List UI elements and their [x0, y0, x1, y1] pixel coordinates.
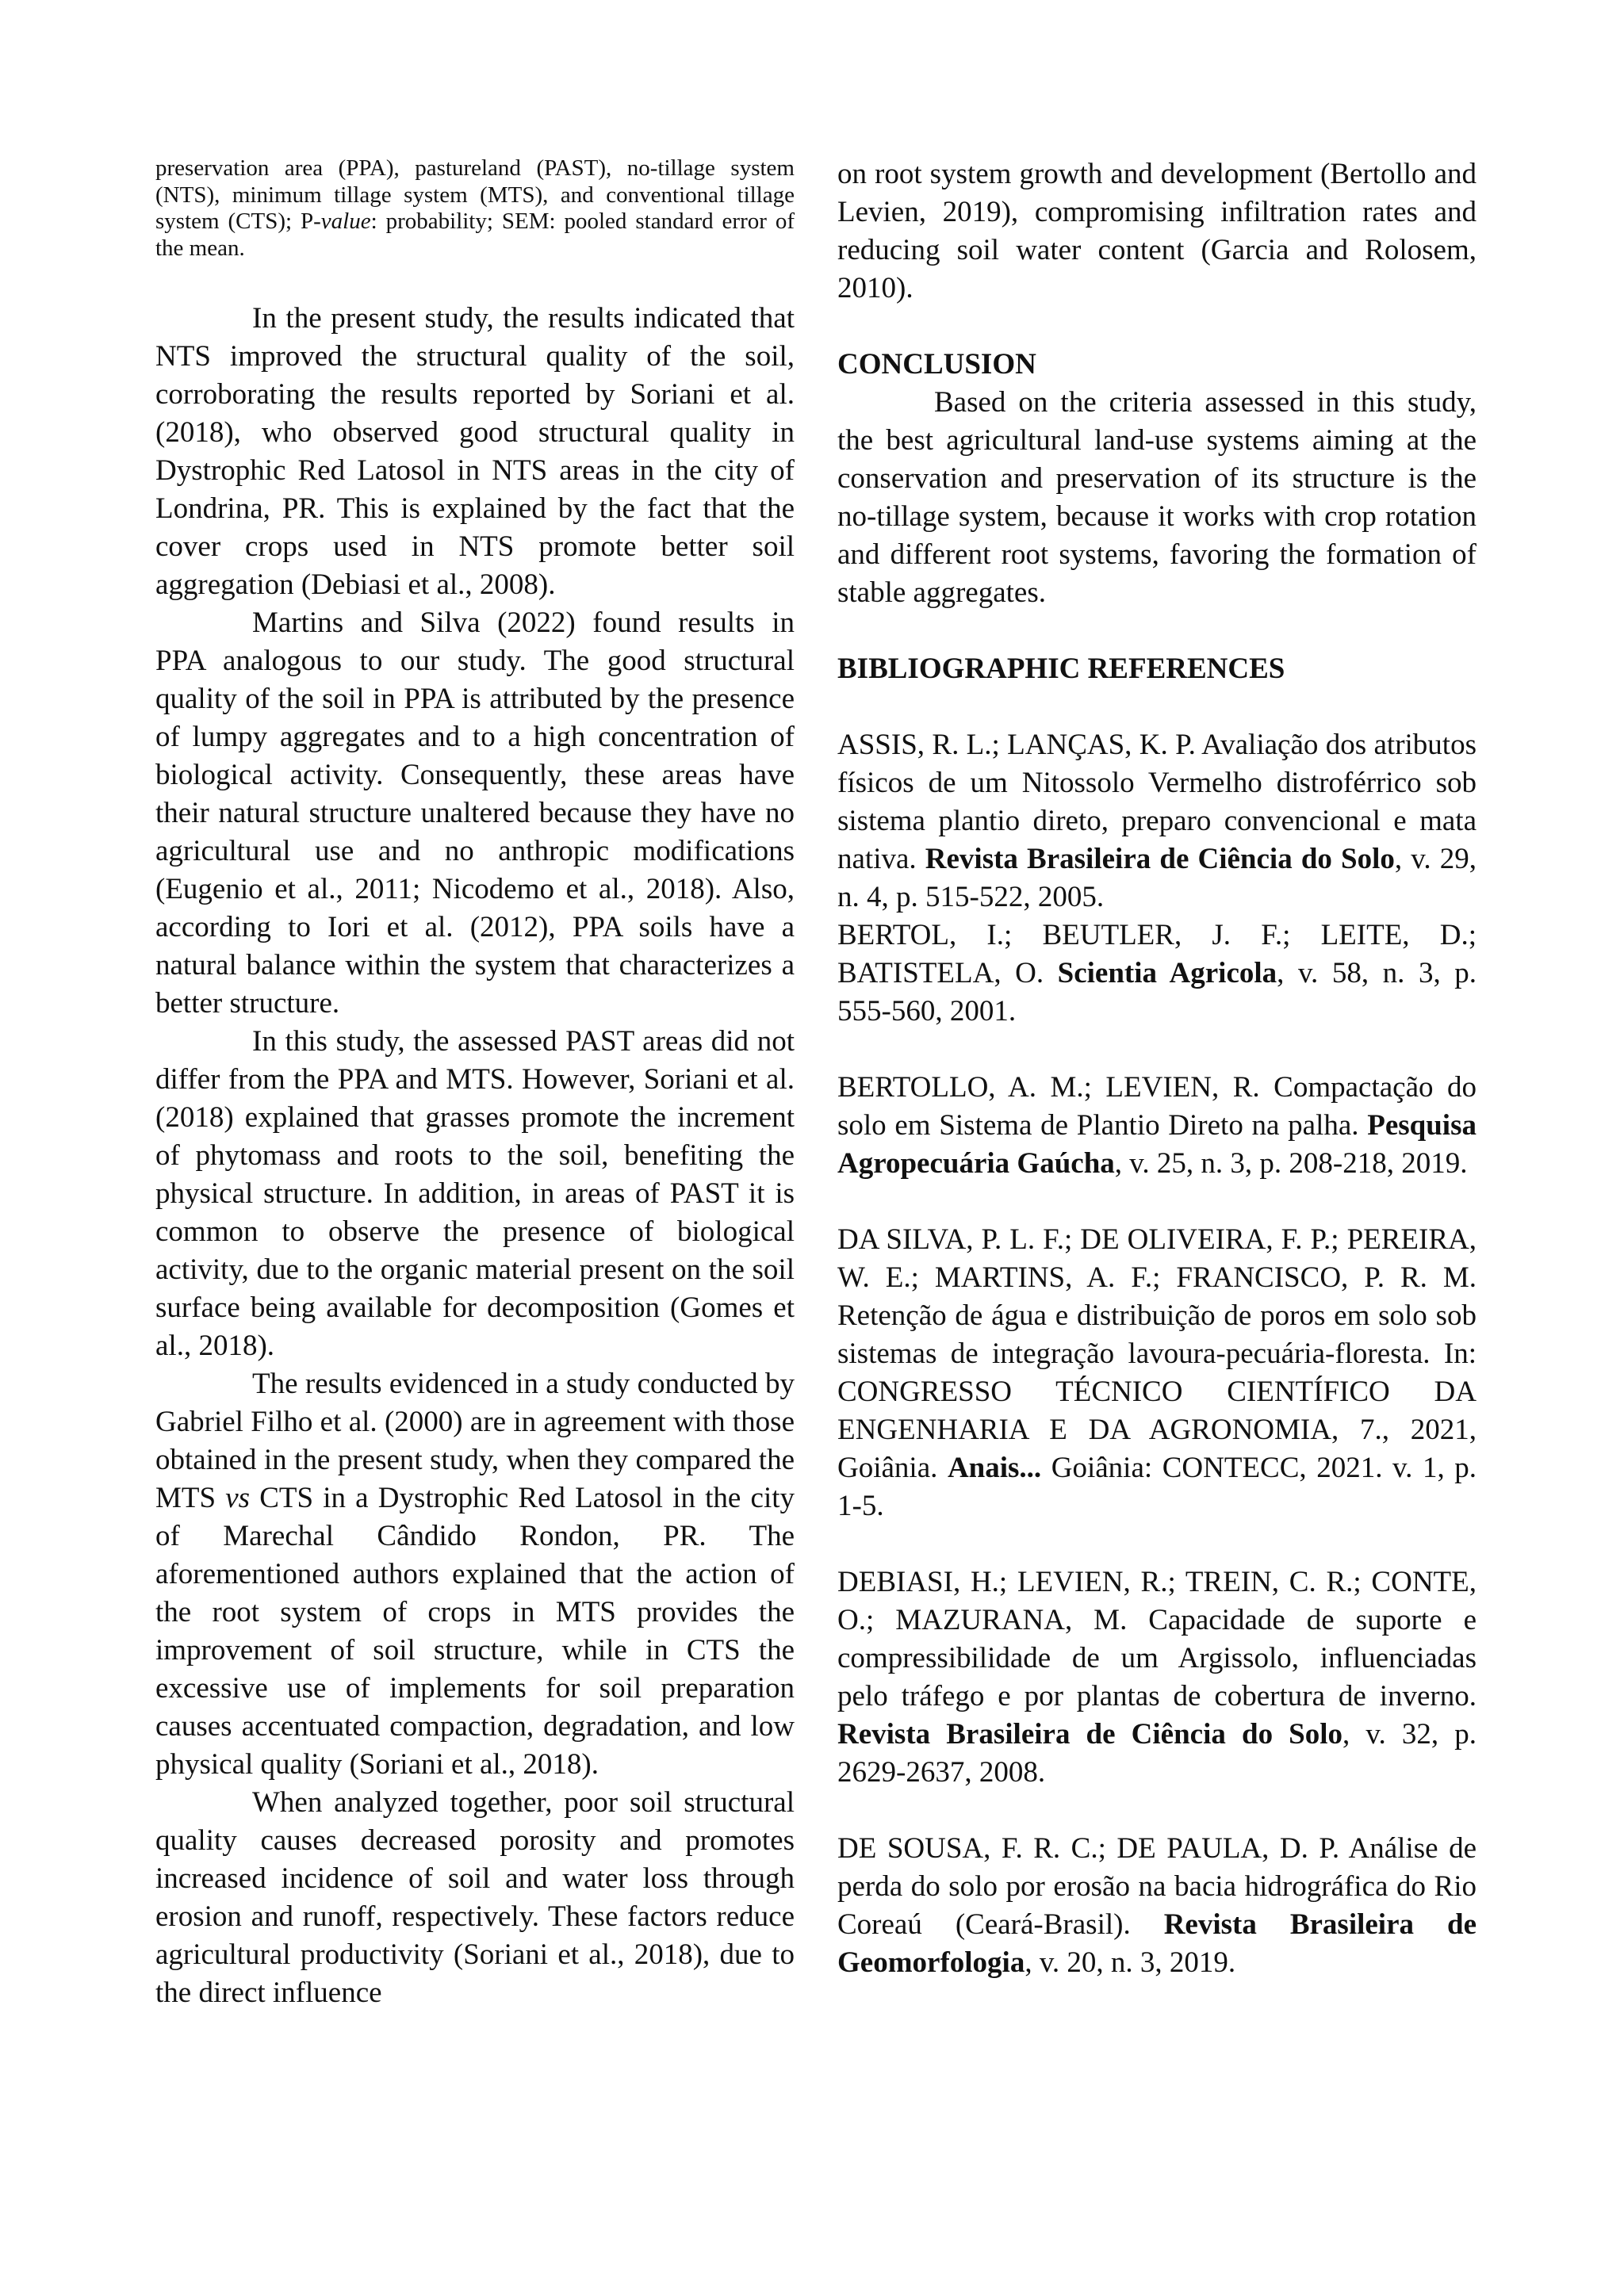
paragraph-mts-cts-text-2: CTS in a Dystrophic Red Latosol in the city of Marechal Cândido Rondon, PR. The aforementioned authors explained that the action of the root system of crops in MTS provides the improvement of soil structure, while in CTS the excessive use of implements for soil preparation causes accentuated compaction, degradation, and low physical quality (Soriani et al., 2018). — [155, 1482, 795, 1781]
reference-item: DA SILVA, P. L. F.; DE OLIVEIRA, F. P.; PEREIRA, W. E.; MARTINS, A. F.; FRANCISCO, P. R. M. Retenção de água e distribuição de poros em solo sob sistemas de integração lavoura-pecuária-floresta. In: CONGRESSO TÉCNICO CIENTÍFICO DA ENGENHARIA E DA AGRONOMIA, 7., 2021, Goiânia. Anais... Goiânia: CONTECC, 2021. v. 1, p. 1-5. — [837, 1223, 1477, 1522]
spacer — [837, 1031, 1477, 1069]
spacer — [837, 612, 1477, 650]
reference-item: DEBIASI, H.; LEVIEN, R.; TREIN, C. R.; CONTE, O.; MAZURANA, M. Capacidade de suporte e compressibilidade de um Argissolo, influenciadas pelo tráfego e por plantas de cobertura de inverno. Revista Brasileira de Ciência do Solo, v. 32, p. 2629-2637, 2008. — [837, 1566, 1477, 1789]
spacer — [837, 1525, 1477, 1563]
left-column — [155, 155, 795, 2012]
paragraph-analysis: When analyzed together, poor soil structural quality causes decreased porosity and promotes increased incidence of soil and water loss through erosion and runoff, respectively. These factors reduce agricultural productivity (Soriani et al., 2018), due to the direct influence — [155, 1786, 795, 2009]
paragraph-ppa: Martins and Silva (2022) found results in PPA analogous to our study. The good structural quality of the soil in PPA is attributed by the presence of lumpy aggregates and to a high concentration of biological activity. Consequently, these areas have their natural structure unaltered because they have no agricultural use and no anthropic modifications (Eugenio et al., 2011; Nicodemo et al., 2018). Also, according to Iori et al. (2012), PPA soils have a natural balance within the system that characterizes a better structure. — [155, 607, 795, 1020]
conclusion-text: Based on the criteria assessed in this study, the best agricultural land-use systems aiming at the conservation and preservation of its structure is the no-tillage system, because it works with crop rotation and different root systems, favoring the formation of stable aggregates. — [837, 386, 1477, 609]
conclusion-heading: CONCLUSION — [837, 348, 1036, 381]
reference-item: BERTOL, I.; BEUTLER, J. F.; LEITE, D.; BATISTELA, O. Scientia Agricola, v. 58, n. 3, p. 555-560, 2001. — [837, 919, 1477, 1027]
references-heading: BIBLIOGRAPHIC REFERENCES — [837, 652, 1285, 685]
reference-item: ASSIS, R. L.; LANÇAS, K. P. Avaliação dos atributos físicos de um Nitossolo Vermelho distroférrico sob sistema plantio direto, preparo convencional e mata nativa. Revista Brasileira de Ciência do Solo, v. 29, n. 4, p. 515-522, 2005. — [837, 729, 1477, 913]
table-caption-continuation — [155, 155, 795, 262]
spacer — [837, 308, 1477, 346]
caption-italic: value — [320, 209, 371, 234]
right-column — [837, 155, 1477, 1982]
paragraph-mts-cts — [155, 1365, 795, 1784]
paragraph-nts: In the present study, the results indicated that NTS improved the structural quality of the soil, corroborating the results reported by Soriani et al. (2018), who observed good structural quality in Dystrophic Red Latosol in NTS areas in the city of Londrina, PR. This is explained by the fact that the cover crops used in NTS promote better soil aggregation (Debiasi et al., 2008). — [155, 302, 795, 601]
paragraph-mts-cts-text-1: The results evidenced in a study conducted by Gabriel Filho et al. (2000) are in agreement with those obtained in the present study, when they compared the MTS — [155, 1368, 795, 1514]
caption-text-2: : probability; SEM: pooled standard error of the mean. — [155, 209, 795, 261]
paragraph-continuation: on root system growth and development (Bertollo and Levien, 2019), compromising infiltration rates and reducing soil water content (Garcia and Rolosem, 2010). — [837, 158, 1477, 304]
spacer — [837, 1792, 1477, 1830]
reference-item: DE SOUSA, F. R. C.; DE PAULA, D. P. Análise de perda do solo por erosão na bacia hidrográfica do Rio Coreaú (Ceará-Brasil). Revista Brasileira de Geomorfologia, v. 20, n. 3, 2019. — [837, 1832, 1477, 1979]
paragraph-past: In this study, the assessed PAST areas did not differ from the PPA and MTS. However, Soriani et al. (2018) explained that grasses promote the increment of phytomass and roots to the soil, benefiting the physical structure. In addition, in areas of PAST it is common to observe the presence of biological activity, due to the organic material present on the soil surface being available for decomposition (Gomes et al., 2018). — [155, 1025, 795, 1362]
spacer — [837, 688, 1477, 726]
spacer — [837, 1183, 1477, 1221]
reference-item: BERTOLLO, A. M.; LEVIEN, R. Compactação do solo em Sistema de Plantio Direto na palha. Pesquisa Agropecuária Gaúcha, v. 25, n. 3, p. 208-218, 2019. — [837, 1071, 1477, 1180]
paragraph-mts-cts-italic: vs — [225, 1482, 251, 1514]
caption-text-1: preservation area (PPA), pastureland (PAST), no-tillage system (NTS), minimum tillage system (MTS), and conventional tillage system (CTS); P- — [155, 155, 795, 234]
